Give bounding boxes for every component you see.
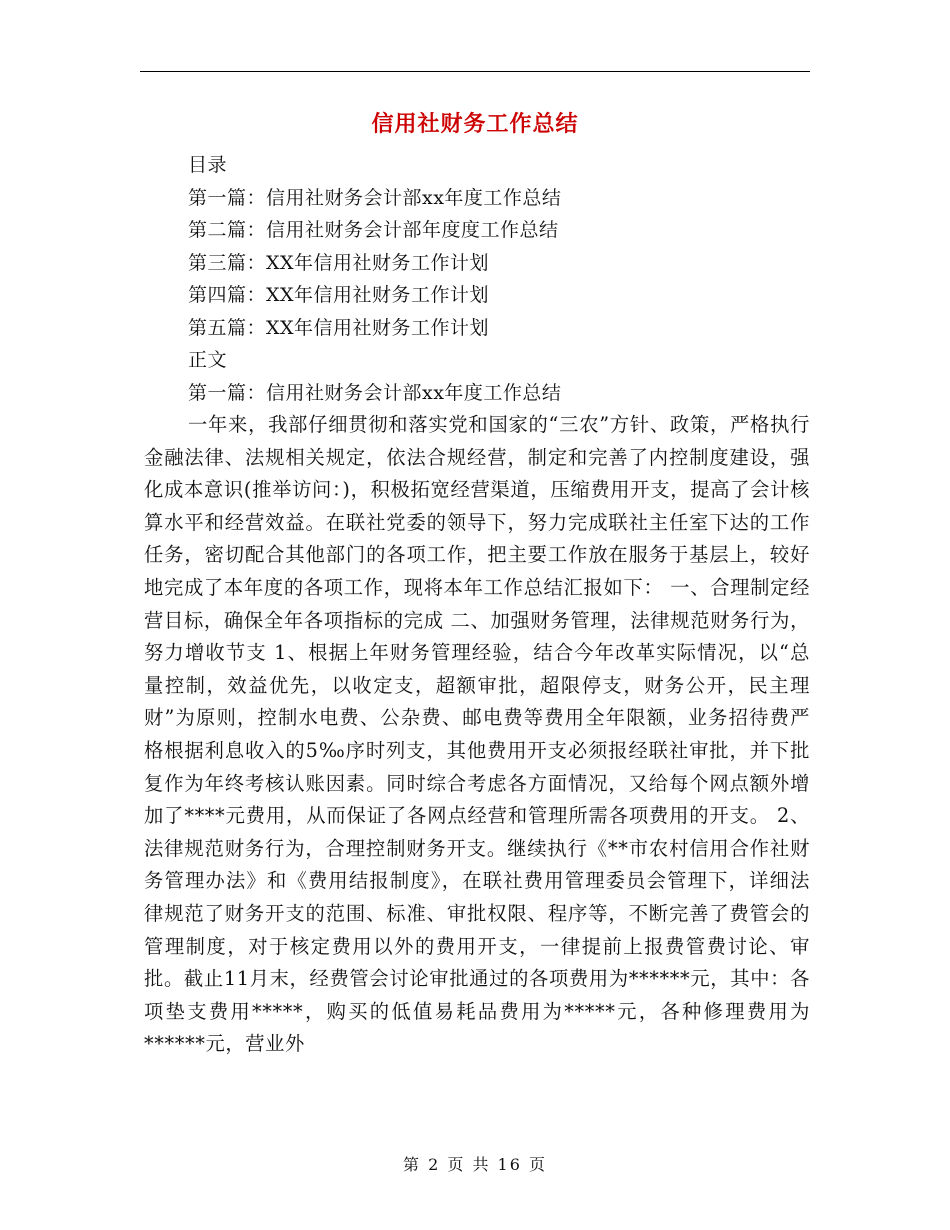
body-paragraph: 一年来，我部仔细贯彻和落实党和国家的“三农”方针、政策，严格执行金融法律、法规相关规定，依法合规经营，制定和完善了内控制度建设，强化成本意识(推举访问：)，积极拓宽经营渠道，压缩费用开支，提高了会计核算水平和经营效益。在联社党委的领导下，努力完成联社主任室下达的工作任务，密切配合其他部门的各项工作，把主要工作放在服务于基层上，较好地完成了本年度的各项工作，现将本年工作总结汇报如下： 一、合理制定经营目标，确保全年各项指标的完成 二、加强财务管理，法律规范财务行为，努力增收节支 1、根据上年财务管理经验，结合今年改革实际情况，以“总量控制，效益优先，以收定支，超额审批，超限停支，财务公开，民主理财”为原则，控制水电费、公杂费、邮电费等费用全年限额，业务招待费严格根据利息收入的5‰序时列支，其他费用开支必须报经联社审批，并下批复作为年终考核认账因素。同时综合考虑各方面情况，又给每个网点额外增加了****元费用，从而保证了各网点经营和管理所需各项费用的开支。 2、法律规范财务行为，合理控制财务开支。继续执行《**市农村信用合作社财务管理办法》和《费用结报制度》，在联社费用管理委员会管理下，详细法律规范了财务开支的范围、标准、审批权限、程序等，不断完善了费管会的管理制度，对于核定费用以外的费用开支，一律提前上报费管费讨论、审批。截止11月末，经费管会讨论审批通过的各项费用为******元，其中：各项垫支费用*****，购买的低值易耗品费用为*****元，各种修理费用为******元，营业外 — [144, 413, 810, 1056]
toc-heading: 目录 — [188, 154, 228, 176]
toc-item: 第三篇：XX年信用社财务工作计划 — [188, 251, 490, 274]
toc-item: 第一篇：信用社财务会计部xx年度工作总结 — [188, 186, 562, 209]
header-rule — [140, 71, 810, 72]
page-number: 第 2 页 共 16 页 — [403, 1155, 547, 1174]
table-of-contents — [188, 149, 808, 409]
body-heading: 正文 — [188, 349, 228, 371]
toc-item: 第二篇：信用社财务会计部年度度工作总结 — [188, 219, 559, 241]
toc-item: 第四篇：XX年信用社财务工作计划 — [188, 284, 490, 306]
toc-item: 第五篇：XX年信用社财务工作计划 — [188, 316, 490, 339]
document-title: 信用社财务工作总结 — [371, 112, 579, 137]
section-title: 第一篇：信用社财务会计部xx年度工作总结 — [188, 381, 562, 404]
